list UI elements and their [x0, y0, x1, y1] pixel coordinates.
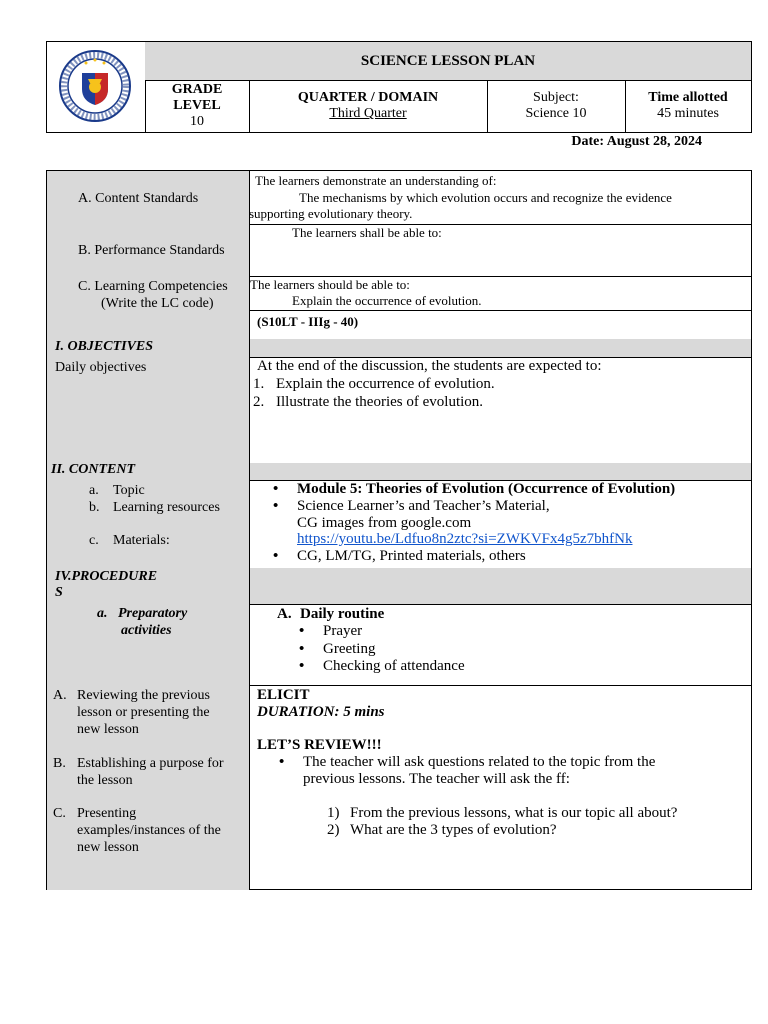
materials-list — [297, 548, 526, 565]
grade-label: GRADE — [171, 82, 223, 97]
step-b-line: Establishing a purpose for — [77, 756, 224, 771]
lesson-date: Date: August 28, 2024 — [571, 134, 702, 149]
step-a-marker: A. — [53, 688, 67, 703]
content-standards-label-cell — [47, 171, 250, 224]
resources-marker: b. — [89, 500, 100, 515]
content-standards-text: The mechanisms by which evolution occurs and recognize the evidence — [299, 190, 672, 205]
performance-standards-label-cell — [47, 224, 250, 276]
lets-review-heading: LET’S REVIEW!!! — [257, 737, 382, 753]
procedures-heading-cell — [47, 568, 250, 604]
content-standards-value-cell — [249, 171, 751, 224]
routine-item: • Prayer — [323, 623, 465, 641]
content-details-row — [47, 480, 751, 569]
objectives-heading-row — [47, 339, 751, 358]
review-question: What are the 3 types of evolution? — [350, 822, 557, 838]
procedure-steps-cell — [47, 685, 250, 890]
learning-competencies-label-cell — [47, 276, 250, 339]
objective-item: Illustrate the theories of evolution. — [276, 394, 484, 410]
time-value: 45 minutes — [657, 106, 719, 121]
procedures-heading-row — [47, 568, 751, 605]
content-standards-intro: The learners demonstrate an understanding of: — [255, 173, 497, 188]
content-heading: II. CONTENT — [51, 462, 136, 477]
routine-marker: A. — [277, 606, 292, 622]
step-c-line: new lesson — [77, 840, 139, 855]
performance-standards-value-cell — [249, 224, 751, 276]
lc-code: (S10LT - IIIg - 40) — [257, 314, 359, 329]
question-number-2: 2) — [327, 822, 340, 838]
step-c-marker: C. — [53, 806, 66, 821]
daily-objectives-value-cell — [249, 357, 751, 463]
grade-level-cell — [145, 80, 250, 132]
step-c-line: Presenting — [77, 806, 137, 821]
resources-value: • Science Learner’s and Teacher’s Material, — [297, 498, 675, 515]
content-standards-row — [47, 171, 751, 225]
resources-sub: CG images from google.com — [297, 515, 472, 531]
step-b-label — [77, 755, 247, 789]
video-resource-link[interactable]: https://youtu.be/Ldfuo8n2ztc?si=ZWKVFx4g5z7bhfNk — [297, 531, 633, 547]
objectives-heading-cell — [47, 339, 250, 357]
time-allotted-cell — [625, 80, 751, 132]
preparatory-label-cell — [47, 604, 250, 685]
learning-resources-label: Learning resources — [113, 500, 220, 515]
learning-competencies-label: C. Learning Competencies — [78, 279, 228, 294]
content-list — [297, 481, 675, 515]
daily-objectives-label: Daily objectives — [55, 360, 147, 375]
objective-item: Explain the occurrence of evolution. — [276, 376, 495, 392]
content-details-label-cell — [47, 480, 250, 568]
subject-cell — [487, 80, 626, 132]
subject-value: Science 10 — [525, 106, 587, 121]
preparatory-marker: a. — [97, 606, 108, 621]
quarter-label: QUARTER / DOMAIN — [297, 90, 439, 105]
elicit-duration: DURATION: 5 mins — [257, 704, 385, 720]
daily-objectives-row — [47, 357, 751, 464]
grade-value: 10 — [190, 114, 204, 129]
step-c-label — [77, 805, 247, 856]
step-c-line: examples/instances of the — [77, 823, 221, 838]
quarter-value: Third Quarter — [329, 106, 407, 121]
topic-value: • Module 5: Theories of Evolution (Occurrence of Evolution) — [297, 481, 675, 498]
level-label: LEVEL — [173, 98, 221, 113]
learning-competencies-row — [47, 276, 751, 340]
header-table — [46, 41, 752, 133]
review-list — [303, 754, 655, 771]
topic-label: Topic — [113, 483, 145, 498]
objectives-heading: I. OBJECTIVES — [55, 339, 154, 354]
review-text: • The teacher will ask questions related to the topic from the — [303, 754, 655, 771]
learning-competencies-value-cell — [249, 276, 751, 339]
logo-cell — [47, 42, 146, 132]
preparatory-value-cell — [249, 604, 751, 685]
review-text-cont: previous lessons. The teacher will ask the ff: — [303, 771, 570, 787]
procedures-heading: IV.PROCEDURE — [55, 569, 158, 584]
content-standards-text-cont: supporting evolutionary theory. — [249, 206, 413, 221]
elicit-heading: ELICIT — [257, 687, 310, 703]
daily-routine-heading: Daily routine — [300, 606, 385, 622]
subject-label: Subject: — [533, 90, 579, 105]
content-heading-row — [47, 463, 751, 481]
elicit-value-cell — [249, 685, 751, 890]
routine-item: • Checking of attendance — [323, 658, 465, 676]
competency-text: Explain the occurrence of evolution. — [292, 293, 482, 308]
content-standards-label: A. Content Standards — [78, 191, 199, 206]
step-a-label — [77, 687, 247, 738]
question-number-1: 1) — [327, 805, 340, 821]
performance-standards-text: The learners shall be able to: — [292, 225, 442, 240]
step-a-line: Reviewing the previous — [77, 688, 210, 703]
objective-number-1: 1. — [253, 376, 265, 392]
content-details-value-cell — [249, 480, 751, 568]
lesson-plan-title: SCIENCE LESSON PLAN — [145, 42, 751, 81]
performance-standards-row — [47, 224, 751, 277]
content-heading-cell — [47, 463, 250, 480]
lc-code-hint: (Write the LC code) — [101, 296, 214, 311]
time-label: Time allotted — [648, 90, 728, 105]
step-a-line: new lesson — [77, 722, 139, 737]
procedures-heading-cont: S — [55, 585, 63, 600]
preparatory-label: Preparatory — [118, 606, 188, 621]
competency-intro: The learners should be able to: — [250, 277, 410, 292]
daily-objectives-label-cell — [47, 357, 250, 463]
deped-seal-logo — [58, 49, 132, 123]
quarter-domain-cell — [249, 80, 488, 132]
materials-value: • CG, LM/TG, Printed materials, others — [297, 548, 526, 565]
step-b-line: the lesson — [77, 773, 133, 788]
topic-marker: a. — [89, 483, 99, 498]
preparatory-activities-row — [47, 604, 751, 686]
elicit-row — [47, 685, 751, 890]
materials-marker: c. — [89, 533, 99, 548]
objectives-intro: At the end of the discussion, the students are expected to: — [257, 358, 602, 374]
performance-standards-label: B. Performance Standards — [78, 243, 225, 258]
review-question: From the previous lessons, what is our topic all about? — [350, 805, 678, 821]
step-a-line: lesson or presenting the — [77, 705, 210, 720]
routine-item: • Greeting — [323, 641, 465, 659]
materials-label: Materials: — [113, 533, 170, 548]
daily-routine-list — [323, 623, 465, 676]
preparatory-label-cont: activities — [121, 623, 172, 638]
step-b-marker: B. — [53, 756, 66, 771]
lesson-plan-table — [46, 170, 752, 890]
competency-text-box — [249, 276, 751, 311]
objective-number-2: 2. — [253, 394, 265, 410]
